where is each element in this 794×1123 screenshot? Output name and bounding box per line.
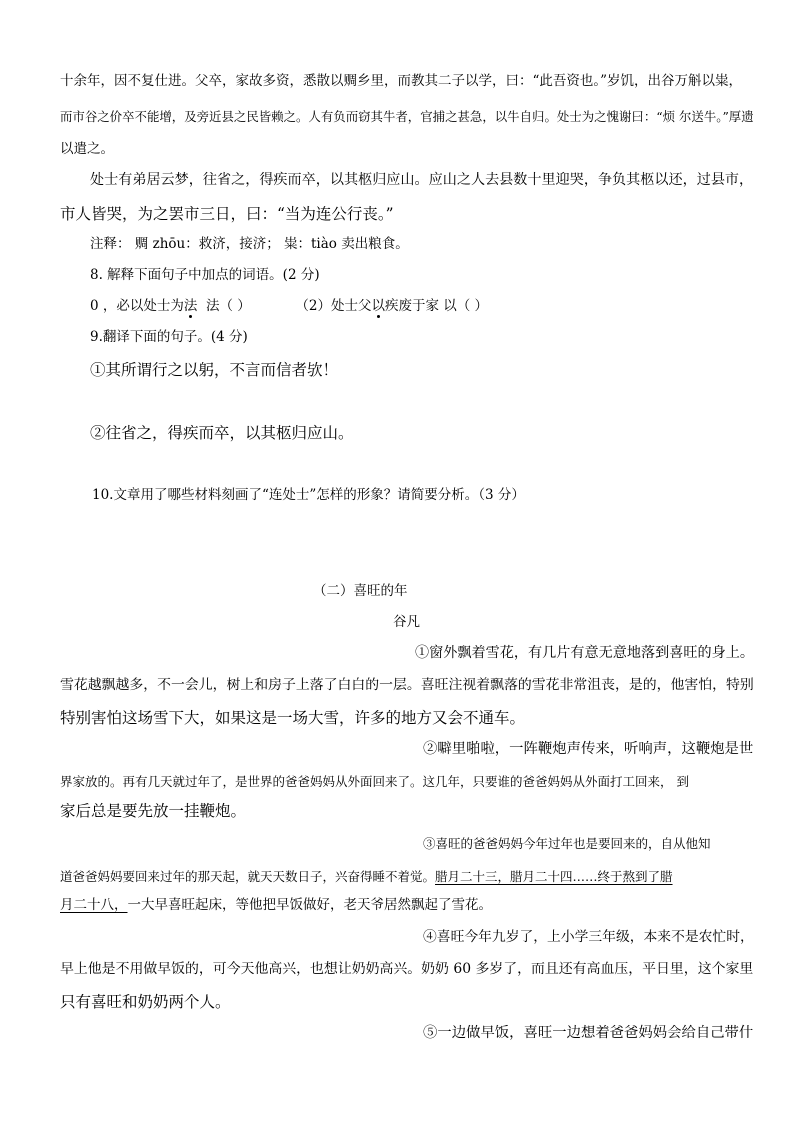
paragraph-3-line-2-underlined: 腊月二十三，腊月二十四……终于熬到了腊: [435, 869, 673, 884]
paragraph-1-line-3: 特别害怕这场雪下大，如果这是一场大雪，许多的地方又会不通车。: [60, 709, 526, 727]
paragraph-3-line-2: [60, 869, 673, 884]
question-8-part2-prefix: （2）处士父: [295, 298, 372, 314]
question-8-items: [90, 298, 488, 314]
question-8-part2-answer: 疾废于家 以（ ）: [384, 298, 489, 314]
paragraph-1-line-2: 雪花越飘越多，不一会儿，树上和房子上落了白白的一层。喜旺注视着飘落的雪花非常沮丧，是的，他害怕，特别: [60, 677, 754, 693]
paragraph-3-line-3-text: 一大早喜旺起床，等他把早饭做好，老天爷居然飘起了雪花。: [127, 897, 492, 913]
passage1-line-2: 而市谷之价卒不能增，及旁近县之民皆赖之。人有负而窃其牛者，官捕之甚急，以牛自归。处士为之愧谢曰：“烦 尔送牛。”厚遗: [60, 109, 754, 124]
paragraph-4-line-1: ④喜旺今年九岁了，上小学三年级，本来不是农忙时，: [423, 929, 754, 945]
question-9-item-2: ②往省之，得疾而卒，以其柩归应山。: [90, 424, 354, 442]
passage1-line-5: 市人皆哭，为之罢市三日，曰：“当为连公行丧。”: [60, 205, 394, 223]
question-8-part1-prefix: 0 ，必以处士为: [90, 298, 184, 314]
paragraph-2-line-3: 家后总是要先放一挂鞭炮。: [60, 802, 247, 820]
paragraph-4-line-3: 只有喜旺和奶奶两个人。: [60, 993, 231, 1011]
question-8-part2-dotted-word: 以: [371, 298, 385, 314]
question-9-item-1: ①其所谓行之以躬，不言而信者欤！: [90, 361, 339, 379]
paragraph-3-line-3-underlined: 月二十八，: [60, 897, 128, 913]
question-9-title: 9.翻译下面的句子。(4 分): [90, 329, 248, 345]
passage1-line-3: 以遣之。: [60, 141, 114, 157]
question-8-part1-dotted-word: 法: [183, 298, 198, 314]
question-8-part1-answer: 法（ ）: [205, 298, 251, 314]
question-8-title: 8. 解释下面句子中加点的词语。(2 分): [90, 267, 320, 283]
question-10-title: 10.文章用了哪些材料刻画了“连处士”怎样的形象？请简要分析。（3 分）: [92, 487, 525, 503]
paragraph-2-line-2: 界家放的。再有几天就过年了，是世界的爸爸妈妈从外面回来了。这几年，只要谁的爸爸妈妈从外面打工回来， 到: [60, 774, 689, 789]
paragraph-3-line-3: [60, 897, 492, 913]
paragraph-5-line-1: ⑤一边做早饭，喜旺一边想着爸爸妈妈会给自己带什: [423, 1025, 754, 1041]
paragraph-4-line-2: 早上他是不用做早饭的，可今天他高兴，也想让奶奶高兴。奶奶 60 多岁了，而且还有高血压，平日里，这个家里: [60, 961, 754, 977]
footnote: 注释： 赒 zhōu：救济，接济； 粜：tiào 卖出粮食。: [90, 236, 409, 252]
section-title: （二）喜旺的年: [313, 583, 408, 599]
passage1-line-4: 处士有弟居云梦，往省之，得疾而卒，以其柩归应山。应山之人去县数十里迎哭，争负其柩以还，过县市，: [90, 172, 754, 188]
paragraph-3-line-1: ③喜旺的爸爸妈妈今年过年也是要回来的，自从他知: [423, 836, 711, 851]
author: 谷凡: [393, 614, 420, 630]
paragraph-2-line-1: ②噼里啪啦，一阵鞭炮声传来，听响声，这鞭炮是世: [423, 741, 754, 757]
paragraph-3-line-2-text: 道爸爸妈妈要回来过年的那天起，就天天数日子，兴奋得睡不着觉。: [60, 869, 436, 884]
passage1-line-1: 十余年，因不复仕进。父卒，家故多资，悉散以赒乡里，而教其二子以学，曰：“此吾资也。”岁饥，出谷万斛以粜，: [60, 73, 743, 89]
paragraph-1-line-1: ①窗外飘着雪花，有几片有意无意地落到喜旺的身上。: [415, 645, 755, 661]
